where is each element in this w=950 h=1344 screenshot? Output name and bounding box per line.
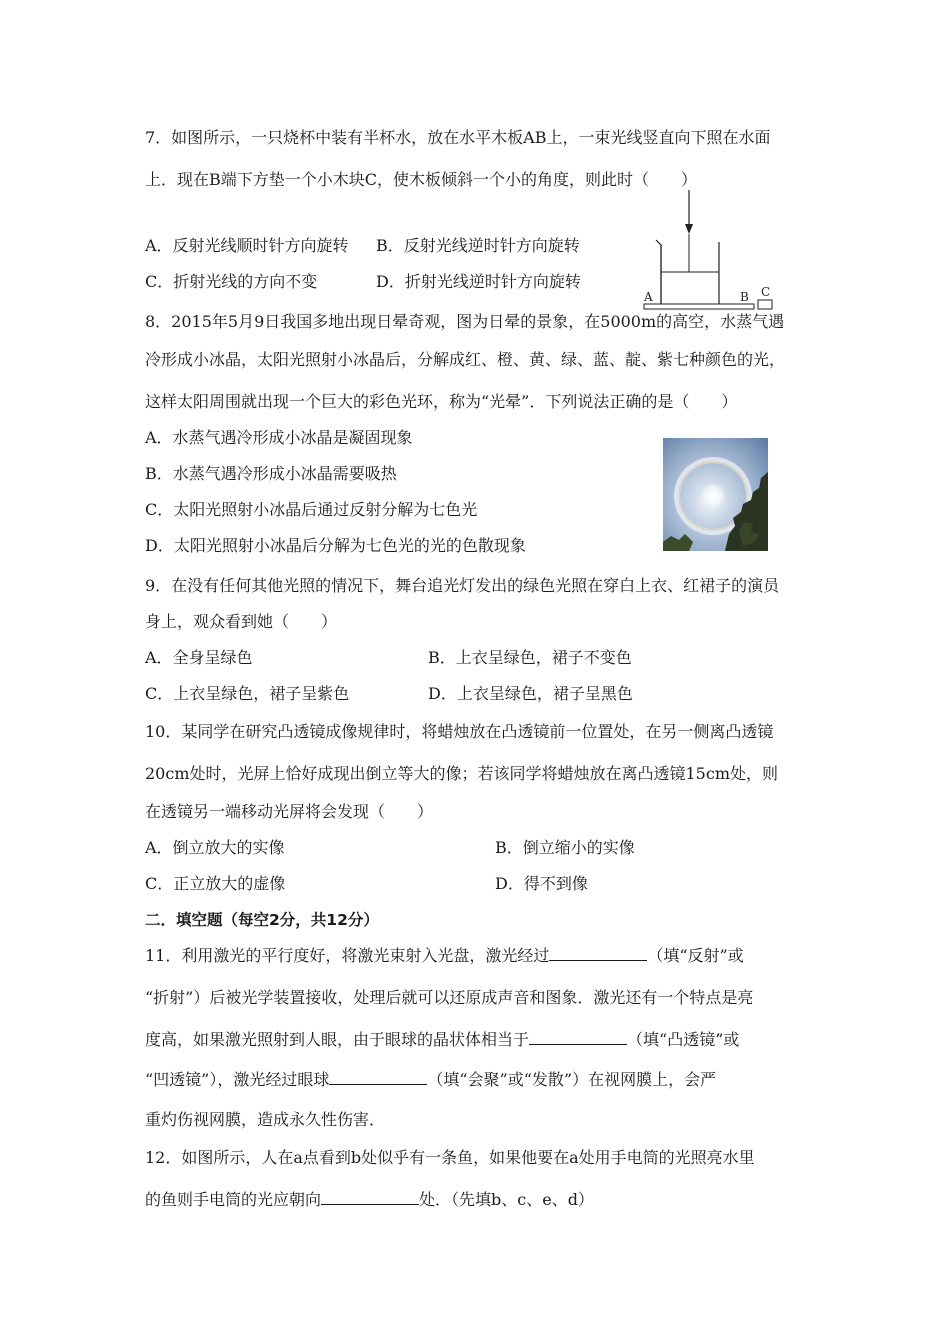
figure-label-a: A [644,290,653,304]
q12-line2-hint: 处．（先填b、c、e、d） [419,1190,594,1209]
q7-option-a: A．反射光线顺时针方向旋转 [145,236,349,255]
sun-halo-photo [663,438,768,551]
q11-blank-3 [329,1070,427,1085]
q9-stem-line1: 9．在没有任何其他光照的情况下，舞台追光灯发出的绿色光照在穿白上衣、红裙子的演员 [145,576,780,595]
q10-stem-line1: 10．某同学在研究凸透镜成像规律时，将蜡烛放在凸透镜前一位置处，在另一侧离凸透镜 [145,722,774,741]
q7-stem-line1: 7．如图所示，一只烧杯中装有半杯水，放在水平木板AB上，一束光线竖直向下照在水面 [145,128,771,147]
q7-beaker-figure [630,190,790,320]
q11-line2: “折射”）后被光学装置接收，处理后就可以还原成声音和图象．激光还有一个特点是亮 [145,988,754,1007]
q8-stem-line1: 8．2015年5月9日我国多地出现日晕奇观，图为日晕的景象，在5000m的高空，水蒸气遇 [145,312,785,331]
q10-option-b: B．倒立缩小的实像 [495,838,635,857]
q8-stem-line3: 这样太阳周围就出现一个巨大的彩色光环，称为“光晕”．下列说法正确的是（ ） [145,392,738,411]
q12-blank [321,1190,419,1205]
q9-option-c: C．上衣呈绿色，裙子呈紫色 [145,684,350,703]
q10-stem-line3: 在透镜另一端移动光屏将会发现（ ） [145,802,434,821]
q11-line3-text: 度高，如果激光照射到人眼，由于眼球的晶状体相当于 [145,1030,530,1049]
q11-line1-hint: （填“反射”或 [647,946,744,965]
q8-option-d: D．太阳光照射小冰晶后分解为七色光的光的色散现象 [145,536,526,555]
q8-option-b: B．水蒸气遇冷形成小冰晶需要吸热 [145,464,397,483]
figure-label-c: C [761,285,771,299]
q10-stem-line2: 20cm处时，光屏上恰好成现出倒立等大的像；若该同学将蜡烛放在离凸透镜15cm处，则 [145,764,778,783]
q7-option-d: D．折射光线逆时针方向旋转 [376,272,581,291]
q11-line4-hint: （填“会聚”或“发散”）在视网膜上，会严 [427,1070,717,1089]
q11-line4 [145,1070,716,1090]
q9-option-a: A．全身呈绿色 [145,648,253,667]
q7-option-b: B．反射光线逆时针方向旋转 [376,236,580,255]
q8-option-a: A．水蒸气遇冷形成小冰晶是凝固现象 [145,428,413,447]
q10-option-d: D．得不到像 [495,874,588,893]
q8-stem-line2: 冷形成小冰晶，太阳光照射小冰晶后，分解成红、橙、黄、绿、蓝、靛、紫七种颜色的光， [145,350,786,369]
q11-line1 [145,946,744,966]
q11-line3-hint: （填“凸透镜”或 [627,1030,740,1049]
q9-option-d: D．上衣呈绿色，裙子呈黑色 [428,684,633,703]
q10-option-c: C．正立放大的虚像 [145,874,286,893]
q9-option-b: B．上衣呈绿色，裙子不变色 [428,648,632,667]
q12-line1: 12．如图所示，人在a点看到b处似乎有一条鱼，如果他要在a处用手电筒的光照亮水里 [145,1148,755,1167]
q12-line2 [145,1190,594,1210]
section-heading: 二．填空题（每空2分，共12分） [145,911,379,929]
q11-line5: 重灼伤视网膜，造成永久性伤害． [145,1110,386,1129]
q11-line4-text: “凹透镜”），激光经过眼球 [145,1070,330,1089]
q10-option-a: A．倒立放大的实像 [145,838,285,857]
q11-blank-1 [549,946,647,961]
q11-line3 [145,1030,739,1050]
q12-line2-text: 的鱼则手电筒的光应朝向 [145,1190,322,1209]
q7-stem-line2: 上．现在B端下方垫一个小木块C，使木板倾斜一个小的角度，则此时（ ） [145,170,698,189]
q11-blank-2 [529,1030,627,1045]
q11-line1-text: 11．利用激光的平行度好，将激光束射入光盘，激光经过 [145,946,550,965]
q7-option-c: C．折射光线的方向不变 [145,272,318,291]
q8-option-c: C．太阳光照射小冰晶后通过反射分解为七色光 [145,500,478,519]
q9-stem-line2: 身上，观众看到她（ ） [145,612,338,631]
figure-label-b: B [740,290,749,304]
